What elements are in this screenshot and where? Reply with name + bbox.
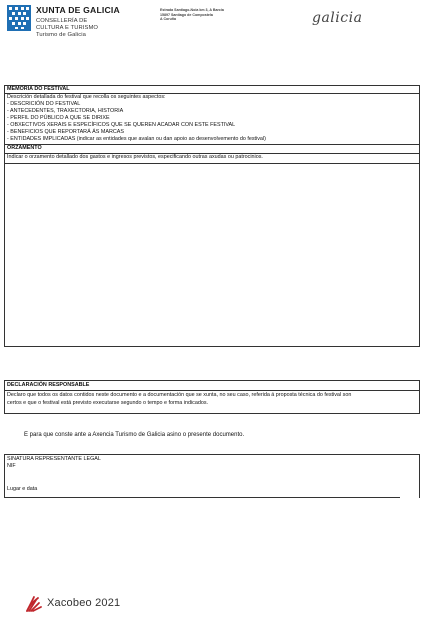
budget-title: ORZAMENTO: [7, 145, 42, 151]
signature-section: [4, 454, 420, 498]
signature-title: SINATURA REPRESENTANTE LEGAL: [7, 456, 101, 462]
declaration-text: Declaro que todos os datos contidos neste documento e a documentación que se xunta, no seu caso, referida á proposta técnica do festival son: [7, 392, 352, 398]
memoria-title: MEMORIA DO FESTIVAL: [7, 86, 70, 92]
memoria-item: - ANTECEDENTES, TRAXECTORIA, HISTORIA: [7, 108, 124, 114]
org-subtitle-line: Turismo de Galicia: [36, 32, 86, 38]
divider: [5, 163, 419, 164]
xacobeo-shell-icon: [24, 594, 44, 614]
galicia-logo: galicia: [312, 10, 363, 26]
signature-bottom-line: [4, 497, 400, 498]
divider: [5, 144, 419, 145]
memoria-item: - ENTIDADES IMPLICADAS (indicar as entidades que avalan ou dan apoio ao desenvolvemento do festival): [7, 136, 266, 142]
org-address: [160, 8, 224, 22]
address-line: Estrada Santiago-Noia km 3, A Barcia: [160, 8, 224, 12]
org-subtitle-line: CONSELLERÍA DE: [36, 18, 88, 24]
closing-statement: E para que conste ante a Axencia Turismo de Galicia asino o presente documento.: [24, 432, 245, 438]
declaration-text: certos e que o festival está previsto executarse segundo o tempo e forma indicados.: [7, 400, 209, 406]
budget-description: Indicar o orzamento detallado dos gastos e ingresos previstos, especificando outras axudas ou patrocinios.: [7, 154, 263, 160]
address-line: 15897 Santiago de Compostela: [160, 12, 213, 17]
address-line: A Coruña: [160, 17, 177, 22]
nif-label: NIF: [7, 463, 16, 469]
memoria-item: - BENEFICIOS QUE REPORTARÁ ÁS MARCAS: [7, 129, 124, 135]
org-subtitle: [36, 18, 98, 39]
place-date-label: Lugar e data: [7, 486, 38, 492]
org-name: XUNTA DE GALICIA: [36, 5, 120, 15]
xacobeo-logo-text: Xacobeo 2021: [47, 597, 121, 609]
memoria-section: [4, 85, 420, 347]
declaration-section: [4, 380, 420, 414]
memoria-item: - DESCRICIÓN DO FESTIVAL: [7, 101, 81, 107]
xunta-crest-icon: [6, 4, 32, 32]
declaration-title: DECLARACIÓN RESPONSABLE: [7, 382, 90, 388]
memoria-description: Descrición detallada do festival que recolla os seguintes aspectos:: [7, 94, 166, 100]
memoria-item: - PERFIL DO PÚBLICO A QUE SE DIRIXE: [7, 115, 110, 121]
org-subtitle-line: CULTURA E TURISMO: [36, 25, 99, 31]
divider: [5, 390, 419, 391]
memoria-item: - OBXECTIVOS XERAIS E ESPECÍFICOS QUE SE QUEREN ACADAR CON ESTE FESTIVAL: [7, 122, 236, 128]
